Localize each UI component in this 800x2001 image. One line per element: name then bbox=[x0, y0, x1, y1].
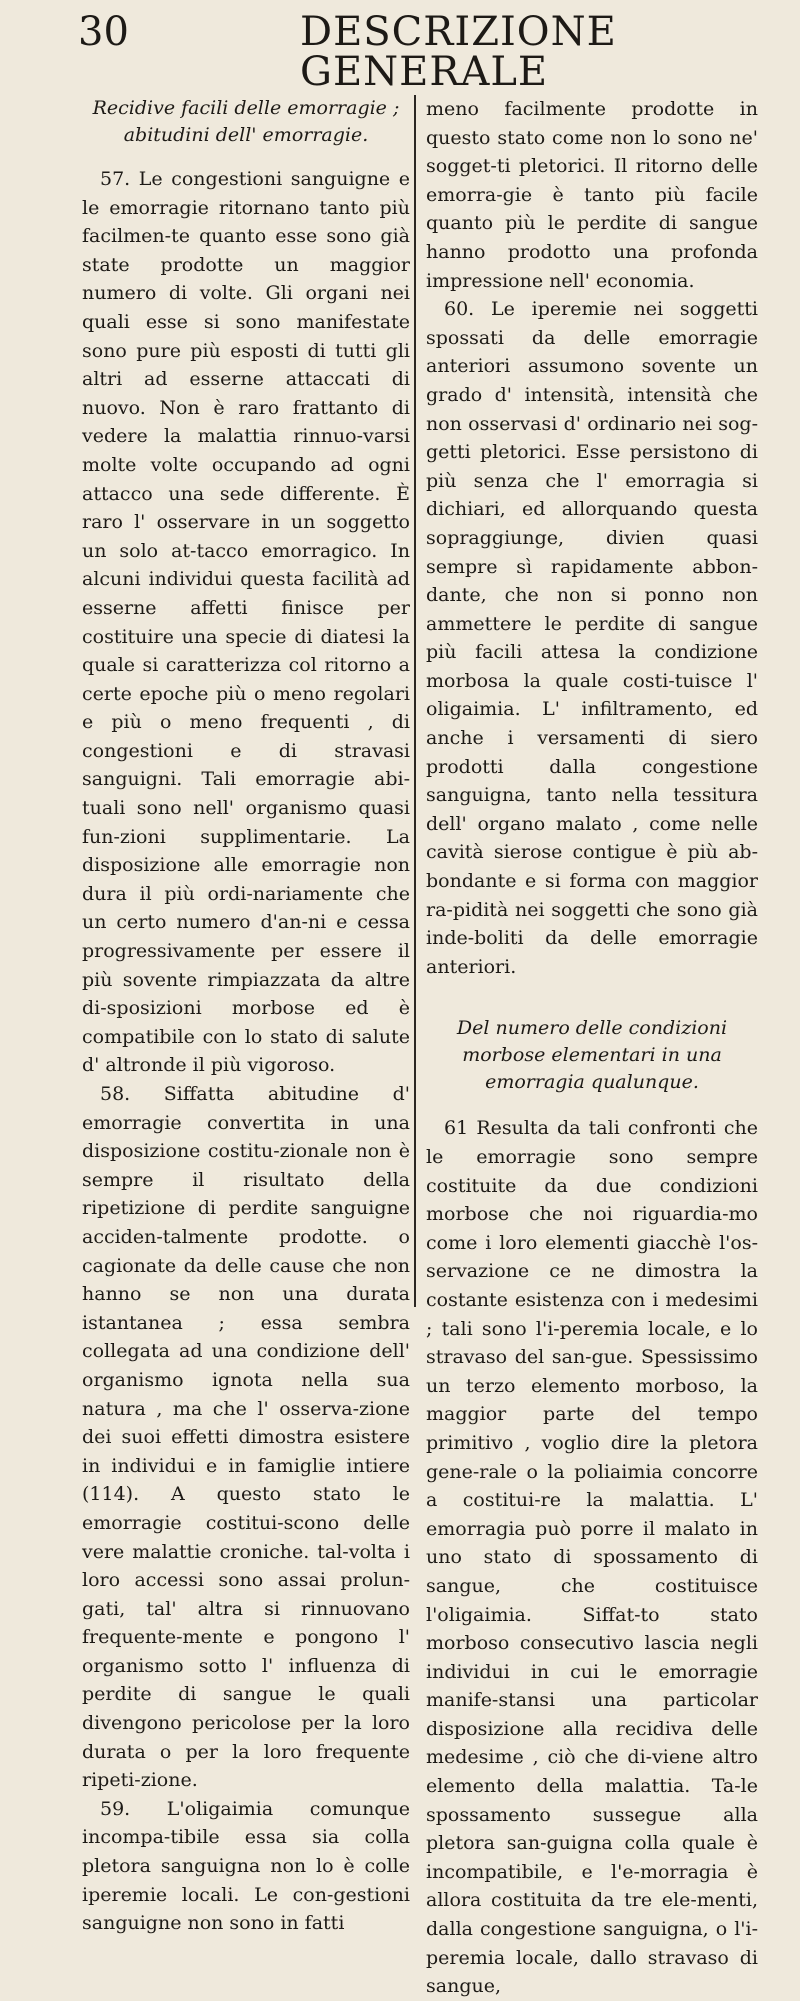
running-header bbox=[78, 8, 758, 95]
left-column bbox=[82, 95, 410, 1938]
page-number: 30 bbox=[78, 9, 129, 55]
paragraph-60: 60. Le iperemie nei soggetti spossati da delle emorragie anteriori assumono sovente un grado d' intensità, intensità che non osservasi d' ordinario nei sog-getti pletorici. Esse persistono di più senza che l' emorragia si dichiari, ed allorquando questa sopraggiunge, divien quasi sempre sì rapidamente abbon-dante, che non si ponno non ammettere le perdite di sangue più facili attesa la condizione morbosa la quale costi-tuisce l' oligaimia. L' infiltramento, ed anche i versamenti di siero prodotti dalla congestione sanguigna, tanto nella tessitura dell' organo malato , come nelle cavità sierose contigue è più ab-bondante e si forma con maggior ra-pidità nei soggetti che sono già inde-boliti da delle emorragie anteriori. bbox=[426, 298, 758, 978]
paragraph-59: 59. L'oligaimia comunque incompa-tibile essa sia colla pletora sanguigna non lo è colle iperemie locali. Le con-gestioni sanguigne non sono in fatti bbox=[82, 1797, 410, 1935]
section-title-condizioni: Del numero delle condizioni morbose elementari in una emorragia qualunque. bbox=[456, 1017, 728, 1094]
section-title-recidive: Recidive facili delle emorragie ; abitudini dell' emorragie. bbox=[92, 97, 400, 146]
right-column bbox=[426, 95, 758, 2001]
paragraph-57: 57. Le congestioni sanguigne e le emorragie ritornano tanto più facilmen-te quanto esse sono già state prodotte un maggior numero di volte. Gli organi nei quali esse si sono manifestate sono pure più esposti di tutti gli altri ad esserne attaccati di nuovo. Non è raro frattanto di vedere la malattia rinnuo-varsi molte volte occupando ad ogni attacco una sede differente. È raro l' osservare in un soggetto un solo at-tacco emorragico. In alcuni individui questa facilità ad esserne affetti finisce per costituire una specie di diatesi la quale si caratterizza col ritorno a certe epoche più o meno regolari e più o meno frequenti , di congestioni e di stravasi sanguigni. Tali emorragie abi-tuali sono nell' organismo quasi fun-zioni supplimentarie. La disposizione alle emorragie non dura il più ordi-nariamente che un certo numero d'an-ni e cessa progressivamente per essere il più sovente rimpiazzata da altre di-sposizioni morbose ed è compatibile con lo stato di salute d' altronde il più vigoroso. bbox=[82, 168, 410, 1077]
column-divider bbox=[414, 95, 416, 1307]
running-title: DESCRIZIONE GENERALE bbox=[300, 9, 617, 95]
paragraph-61: 61 Resulta da tali confronti che le emorragie sono sempre costituite da due condizioni morbose che noi riguardia-mo come i loro elementi giacchè l'os-servazione ce ne dimostra la costante esistenza con i medesimi ; tali sono l'i-peremia locale, e lo stravaso del san-gue. Spessissimo un terzo elemento morboso, la maggior parte del tempo primitivo , voglio dire la pletora gene-rale o la poliaimia concorre a costitui-re la malattia. L' emorragia può porre il malato in uno stato di spossamento di sangue, che costituisce l'oligaimia. Siffat-to stato morboso consecutivo lascia negli individui in cui le emorragie manife-stansi una particolar disposizione alla recidiva delle medesime , ciò che di-viene altro elemento della malattia. Ta-le spossamento sussegue alla pletora san-guigna colla quale è incompatibile, e l'e-morragia è allora costituita da tre ele-menti, dalla congestione sanguigna, o l'i-peremia locale, dallo stravaso di sangue, bbox=[426, 1117, 758, 1998]
paragraph-59-continued: meno facilmente prodotte in questo stato come non lo sono ne' sogget-ti pletorici. Il ritorno delle emorra-gie è tanto più facile quanto più le perdite di sangue hanno prodotto una profonda impressione nell' economia. bbox=[426, 98, 758, 292]
paragraph-58: 58. Siffatta abitudine d' emorragie convertita in una disposizione costitu-zionale non è sempre il risultato della ripetizione di perdite sanguigne acciden-talmente prodotte. o cagionate da delle cause che non hanno se non una durata istantanea ; essa sembra collegata ad una condizione dell' organismo ignota nella sua natura , ma che l' osserva-zione dei suoi effetti dimostra esistere in individui e in famiglie intiere (114). A questo stato le emorragie costitui-scono delle vere malattie croniche. tal-volta i loro accessi sono assai prolun-gati, tal' altra si rinnuovano frequente-mente e pongono l' organismo sotto l' influenza di perdite di sangue le quali divengono pericolose per la loro durata o per la loro frequente ripeti-zione. bbox=[82, 1083, 410, 1792]
